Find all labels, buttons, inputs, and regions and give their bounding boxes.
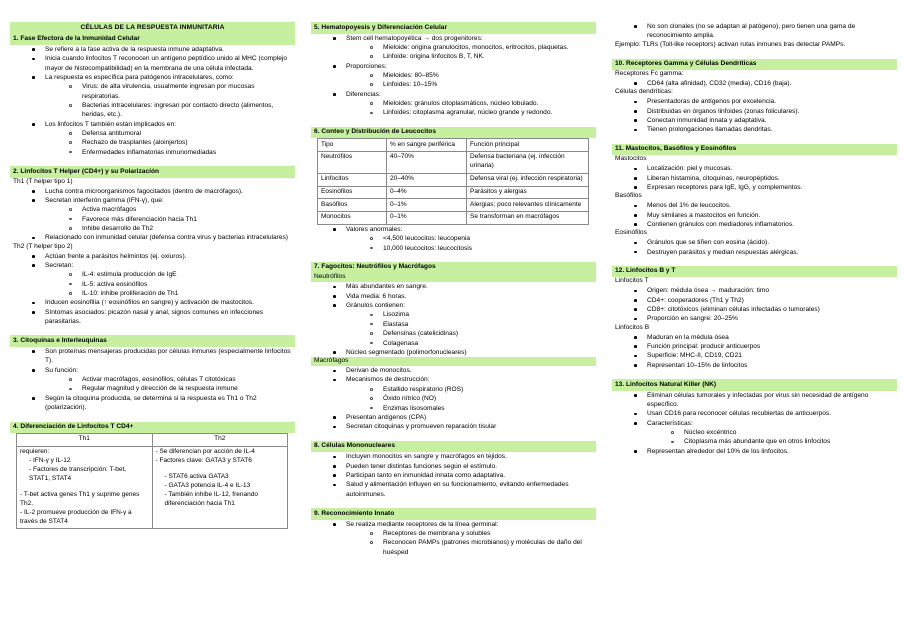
list-item: Participan tanto en inmunidad innata como adaptativa.	[329, 471, 596, 480]
th1-label: Th1 (T helper tipo 1)	[13, 177, 73, 185]
section-heading-6: 6. Conteo y Distribución de Leucocitos	[311, 127, 596, 139]
list-item: Secretan interferón gamma (IFN-γ), que: Activa macrófagos Favorece más diferenciación hacia Th1 Inhibe desarrollo de Th2	[28, 196, 295, 233]
list-item: Receptores de membrana y solubles	[366, 529, 594, 538]
sublist	[45, 270, 293, 298]
table-row	[318, 152, 589, 174]
list-item: Secretan: IL-4: estimula producción de IgE IL-5: activa eosinófilos IL-10: inhibe proliferación de Th1	[28, 261, 295, 298]
list-item: Regular magnitud y dirección de la respuesta inmune	[65, 384, 293, 393]
list-item: Reconocen PAMPs (patrones microbianos) y moléculas de daño del huésped	[366, 538, 594, 557]
list-item: 10,000 leucocitos: leucocitosis	[366, 244, 594, 253]
list-item: Liberan histamina, citoquinas, neuropéptidos.	[630, 174, 897, 183]
cell-percent: 40–70%	[387, 152, 467, 174]
cell-tipo: Linfocitos	[318, 173, 387, 186]
list-item: Activa macrófagos	[65, 205, 293, 214]
cell-tipo: Neutrófilos	[318, 152, 387, 174]
th2-line-2: - Factores clave: GATA3 y STAT6	[155, 457, 252, 465]
list-item: Citoplasma más abundante que en otros linfocitos	[667, 437, 895, 446]
list-item: Núcleo segmentado (polimorfonucleares)	[329, 348, 596, 357]
section-heading-11: 11. Mastocitos, Basófilos y Eosinófilos	[612, 144, 897, 156]
list-item: Inducen eosinofilia (↑ eosinófilos en sangre) y activación de mastocitos.	[28, 298, 295, 307]
neutrophils-list	[311, 282, 596, 357]
list-item: Según la citoquina producida, se determina si la respuesta es Th1 o Th2 (polarización).	[28, 394, 295, 413]
list-item: Favorece más diferenciación hacia Th1	[65, 215, 293, 224]
abnormal-values-list	[311, 225, 596, 253]
subheading-linfocitos-b: Linfocitos B	[615, 323, 650, 331]
section-9-continued-list	[612, 22, 897, 41]
th2-list	[10, 252, 295, 327]
list-item: Colagenasa	[366, 339, 594, 348]
list-item: Diferencias: Mieloides: gránulos citoplasmáticos, núcleo lobulado. Linfoides: citoplasma agranular, núcleo grande y redondo.	[329, 90, 596, 118]
list-item: Los linfocitos T también están implicados en: Defensa antitumoral Rechazo de trasplantes (aloinjertos) Enfermedades inflamatorias inmunomediadas	[28, 120, 295, 157]
subheading-eosinofilos: Eosinófilos	[615, 229, 647, 237]
list-item: Mieloides: gránulos citoplasmáticos, núcleo lobulado.	[366, 99, 594, 108]
subheading-linfocitos-t: Linfocitos T	[615, 277, 649, 285]
list-item: <4,500 leucocitos: leucopenia	[366, 234, 594, 243]
list-item: Rechazo de trasplantes (aloinjertos)	[65, 138, 293, 147]
list-item: Destruyen parásitos y median respuestas alérgicas.	[630, 248, 897, 257]
section-heading-8: 8. Células Mononucleares	[311, 441, 596, 453]
th2-line-4: - GATA3 potencia IL-4 e IL-13	[164, 481, 251, 489]
section-heading-2: 2. Linfocitos T Helper (CD4+) y su Polarización	[10, 166, 295, 178]
list-item: Actúan frente a parásitos helmintos (ej. oxiuros).	[28, 252, 295, 261]
list-item: Características: Núcleo excéntrico Citoplasma más abundante que en otros linfocitos	[630, 419, 897, 447]
table-header-row	[318, 139, 589, 152]
list-item: Pueden tener distintas funciones según el estímulo.	[329, 462, 596, 471]
cell-funcion: Se transforman en macrófagos	[467, 212, 589, 225]
list-item: Inhibe desarrollo de Th2	[65, 224, 293, 233]
sublist	[45, 129, 293, 157]
list-item: Stem cell hematopoyética → dos progenitores: Mieloide: origina granulocitos, monocitos, eritrocitos, plaquetas. Linfoide: origina linfocitos B, T, NK.	[329, 34, 596, 62]
sublist	[346, 43, 594, 62]
list-item: Más abundantes en sangre.	[329, 282, 596, 291]
table-row	[318, 212, 589, 225]
sublist	[45, 82, 293, 119]
mast-cells-list	[612, 164, 897, 192]
sublist	[647, 428, 895, 447]
list-item: Gránulos que se tiñen con eosina (ácido).	[630, 238, 897, 247]
list-item: Vida media: 6 horas.	[329, 292, 596, 301]
th2-cell	[152, 446, 288, 529]
table-header-row	[17, 434, 288, 447]
th2-label: Th2 (T helper tipo 2)	[13, 242, 73, 250]
th1-cell	[17, 446, 153, 529]
list-item: Expresan receptores para IgE, IgG, y complementos.	[630, 183, 897, 192]
list-item: IL-5: activa eosinófilos	[65, 280, 293, 289]
list-item: Secretan citoquinas y promueven reparación tisular	[329, 422, 596, 431]
list-item: La respuesta es específica para patógenos intracelulares, como: Virus: de alta virulencia, usualmente ingresan por mucosas respiratorias. Bacterias intracelulares: ingresan por contacto directo (alimentos, heridas, etc.).	[28, 73, 295, 120]
leukocyte-count-table	[317, 138, 589, 224]
sublist	[45, 205, 293, 233]
table-row	[17, 446, 288, 529]
column-header-funcion: Función principal	[467, 139, 589, 152]
section-3-list	[10, 347, 295, 413]
sublist	[346, 71, 594, 90]
sublist	[45, 375, 293, 394]
th2-line-3: - STAT6 activa GATA3	[164, 473, 229, 480]
list-item: Derivan de monocitos.	[329, 366, 596, 375]
subheading-celulas-dendriticas: Células dendríticas:	[615, 88, 673, 96]
list-item: Relacionado con inmunidad celular (defensa contra virus y bacterias intracelulares)	[28, 233, 295, 242]
list-item: IL-10: inhibe proliferación de Th1	[65, 289, 293, 298]
nk-cells-list	[612, 391, 897, 457]
list-item: Presentan antígenos (CPA)	[329, 413, 596, 422]
cell-percent: 0–1%	[387, 212, 467, 225]
list-item: Representan alrededor del 10% de los linfocitos.	[630, 447, 897, 456]
section-1-list	[10, 45, 295, 157]
cell-funcion: Alergias; poco relevantes clínicamente	[467, 199, 589, 212]
table-row	[318, 173, 589, 186]
column-header-th1: Th1	[17, 434, 153, 447]
list-item: Gránulos contienen: Lisozima Elastasa Defensinas (catelicidinas) Colagenasa	[329, 301, 596, 348]
list-item: Se refiere a la fase activa de la respuesta inmune adaptativa.	[28, 45, 295, 54]
sublist	[346, 310, 594, 347]
section-heading-3: 3. Citoquinas e Interleuquinas	[10, 335, 295, 347]
list-item: Bacterias intracelulares: ingresan por contacto directo (alimentos, heridas, etc.).	[65, 101, 293, 120]
list-item: Defensa antitumoral	[65, 129, 293, 138]
list-item: Su función: Activar macrófagos, eosinófilos, células T citotóxicas Regular magnitud y dirección de la respuesta inmune	[28, 366, 295, 394]
table-row	[318, 199, 589, 212]
section-heading-4: 4. Diferenciación de Linfocitos T CD4+	[10, 422, 295, 434]
list-item: CD64 (alta afinidad), CD32 (media), CD16 (baja).	[630, 79, 897, 88]
section-heading-5: 5. Hematopoyesis y Diferenciación Celular	[311, 22, 596, 34]
list-item: Eliminan células tumorales y infectadas por virus sin necesidad de antígeno específico.	[630, 391, 897, 410]
th1-list	[10, 187, 295, 243]
sublist	[346, 529, 594, 557]
cell-percent: 0–1%	[387, 199, 467, 212]
cell-funcion: Defensa viral (ej. infección respiratoria)	[467, 173, 589, 186]
list-item: Distribuidas en órganos linfoides (zonas foliculares).	[630, 107, 897, 116]
list-item: Estallido respiratorio (ROS)	[366, 385, 594, 394]
column-header-tipo: Tipo	[318, 139, 387, 152]
list-item: Son proteínas mensajeras producidas por células inmunes (especialmente linfocitos T).	[28, 347, 295, 366]
section-heading-13: 13. Linfocitos Natural Killer (NK)	[612, 379, 897, 391]
b-cells-list	[612, 333, 897, 370]
subheading-macrofagos: Macrófagos	[311, 357, 596, 366]
subheading-basofilos: Basófilos	[615, 192, 642, 200]
cell-tipo: Monocitos	[318, 212, 387, 225]
spacer	[20, 484, 149, 491]
cd4-differentiation-table	[16, 433, 288, 529]
list-item: Núcleo excéntrico	[667, 428, 895, 437]
list-item: Óxido nítrico (NO)	[366, 394, 594, 403]
list-item: Muy similares a mastocitos en función.	[630, 211, 897, 220]
fc-receptors-list	[612, 79, 897, 88]
list-item: Salud y alimentación influyen en su funcionamiento, evitando enfermedades autoinmunes.	[329, 480, 596, 499]
cell-percent: 20–40%	[387, 173, 467, 186]
list-item: Activar macrófagos, eosinófilos, células T citotóxicas	[65, 375, 293, 384]
section-heading-12: 12. Linfocitos B y T	[612, 266, 897, 278]
th1-line-4: - T-bet activa genes Th1 y suprime genes Th2.	[20, 490, 140, 507]
list-item: Inicia cuando linfocitos T reconocen un antígeno peptídico unido al MHC (complejo mayor de histocompatibilidad) en la membrana de una célula infectada.	[28, 54, 295, 73]
th2-line-1: - Se diferencian por acción de IL-4	[155, 448, 255, 456]
cell-percent: 0–4%	[387, 186, 467, 199]
sublist	[346, 99, 594, 118]
t-cells-list	[612, 286, 897, 323]
list-item: CD8+: citotóxicos (eliminan células infectadas o tumorales)	[630, 305, 897, 314]
list-item: Lisozima	[366, 310, 594, 319]
list-item: Localización: piel y mucosas.	[630, 164, 897, 173]
list-item: Linfoides: citoplasma agranular, núcleo grande y redondo.	[366, 108, 594, 117]
list-item: Se realiza mediante receptores de la línea germinal: Receptores de membrana y solubles Reconocen PAMPs (patrones microbianos) y moléculas de daño del huésped	[329, 520, 596, 557]
list-item: Conectan inmunidad innata y adaptativa.	[630, 116, 897, 125]
list-item: No son clonales (no se adaptan al patógeno), pero tienen una gama de reconocimiento amplia.	[630, 22, 897, 41]
list-item: Linfoide: origina linfocitos B, T, NK.	[366, 52, 594, 61]
column-header-percent: % en sangre periférica	[387, 139, 467, 152]
list-item: Defensinas (catelicidinas)	[366, 329, 594, 338]
page-title: CÉLULAS DE LA RESPUESTA INMUNITARIA	[10, 22, 295, 33]
list-item: Menos del 1% de leucocitos.	[630, 201, 897, 210]
sublist	[346, 385, 594, 413]
column-header-th2: Th2	[152, 434, 288, 447]
dendritic-cells-list	[612, 97, 897, 134]
column-1	[10, 22, 295, 529]
list-item: Virus: de alta virulencia, usualmente ingresan por mucosas respiratorias.	[65, 82, 293, 101]
column-3	[612, 22, 897, 456]
subheading-neutrofilos: Neutrófilos	[311, 273, 596, 282]
section-heading-10: 10. Receptores Gamma y Células Dendríticas	[612, 59, 897, 71]
list-item: Enfermedades inflamatorias inmunomediadas	[65, 148, 293, 157]
cell-tipo: Eosinófilos	[318, 186, 387, 199]
list-item: Enzimas lisosomales	[366, 404, 594, 413]
list-item: Mieloide: origina granulocitos, monocitos, eritrocitos, plaquetas.	[366, 43, 594, 52]
list-item: Lucha contra microorganismos fagocitados (dentro de macrófagos).	[28, 187, 295, 196]
list-item: Proporción en sangre: 20–25%	[630, 314, 897, 323]
list-item: CD4+: cooperadores (Th1 y Th2)	[630, 296, 897, 305]
sublist	[346, 234, 594, 253]
list-item: Incluyen monocitos en sangre y macrófagos en tejidos.	[329, 452, 596, 461]
spacer	[156, 466, 285, 473]
cell-tipo: Basófilos	[318, 199, 387, 212]
list-item: Maduran en la médula ósea	[630, 333, 897, 342]
section-9-note: Ejemplo: TLRs (Toll-like receptors) activan rutas inmunes tras detectar PAMPs.	[615, 40, 846, 48]
section-heading-1: 1. Fase Efectora de la Inmunidad Celular	[10, 33, 295, 45]
cell-funcion: Parásitos y alergias	[467, 186, 589, 199]
section-8-list	[311, 452, 596, 499]
cell-funcion: Defensa bacteriana (ej. infección urinaria)	[467, 152, 589, 174]
list-item: IL-4: estimula producción de IgE	[65, 270, 293, 279]
section-heading-9: 9. Reconocimiento Innato	[311, 508, 596, 520]
eosinophils-list	[612, 238, 897, 257]
list-item: Elastasa	[366, 320, 594, 329]
basophils-list	[612, 201, 897, 229]
th1-line-2: - IFN-γ y IL-12	[29, 457, 71, 465]
th1-line-1: requieren:	[20, 448, 50, 456]
th2-line-5: - También inhibe IL-12, frenando diferenciación hacia Th1	[164, 490, 258, 507]
section-9-list	[311, 520, 596, 557]
th1-line-3: - Factores de transcripción: T-bet, STAT1, STAT4	[29, 466, 127, 482]
list-item: Presentadoras de antígenos por excelencia.	[630, 97, 897, 106]
list-item: Función principal: producir anticuerpos	[630, 342, 897, 351]
list-item: Superficie: MHC-II, CD19, CD21	[630, 351, 897, 360]
subheading-receptores-fc: Receptores Fc gamma:	[615, 70, 684, 78]
section-heading-7: 7. Fagocitos: Neutrófilos y Macrófagos	[311, 262, 596, 274]
list-item: Usan CD16 para reconocer células recubiertas de anticuerpos.	[630, 409, 897, 418]
list-item: Mecanismos de destrucción: Estallido respiratorio (ROS) Óxido nítrico (NO) Enzimas lisosomales	[329, 375, 596, 412]
list-item: Mieloides: 80–85%	[366, 71, 594, 80]
macrophages-list	[311, 366, 596, 432]
list-item: Origen: médula ósea → maduración: timo	[630, 286, 897, 295]
table-row	[318, 186, 589, 199]
list-item: Contienen gránulos con mediadores inflamatorios.	[630, 220, 897, 229]
list-item: Proporciones: Mieloides: 80–85% Linfoides: 10–15%	[329, 62, 596, 90]
subheading-mastocitos: Mastocitos	[615, 155, 647, 163]
th1-line-5: - IL-2 promueve producción de IFN-γ a través de STAT4	[20, 508, 132, 525]
section-5-list	[311, 34, 596, 118]
column-2	[311, 22, 596, 557]
list-item: Síntomas asociados: picazón nasal y anal, signos comunes en infecciones parasitarias.	[28, 308, 295, 327]
list-item: Tienen prolongaciones llamadas dendritas.	[630, 125, 897, 134]
list-item: Valores anormales: <4,500 leucocitos: leucopenia 10,000 leucocitos: leucocitosis	[329, 225, 596, 253]
list-item: Linfoides: 10–15%	[366, 80, 594, 89]
list-item: Representan 10–15% de linfocitos	[630, 361, 897, 370]
